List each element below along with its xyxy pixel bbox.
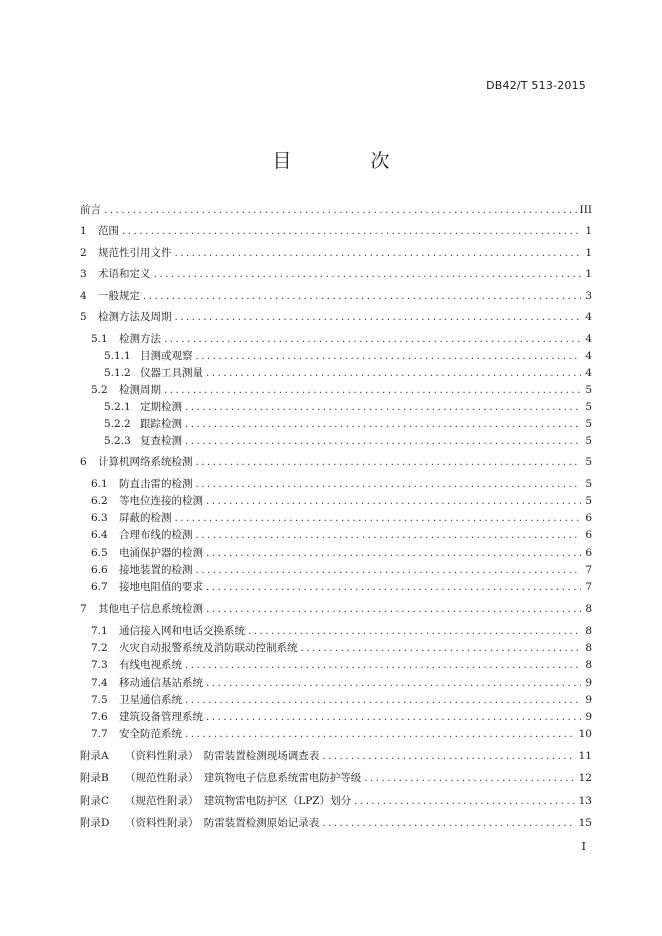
toc-entry-label: 范围	[98, 225, 119, 237]
dot-leader	[322, 749, 575, 763]
toc-entry-number: 附录A	[80, 750, 109, 762]
toc-entry-label: （规范性附录） 建筑物雷电防护区（LPZ）划分	[125, 795, 352, 807]
toc-entry-label: 定期检测	[140, 401, 182, 413]
toc-entry-number: 附录C	[80, 795, 110, 807]
toc-entry[interactable]	[91, 624, 592, 638]
toc-entry-label: 检测方法	[119, 333, 161, 345]
toc-entry-number: 7.4	[91, 677, 108, 689]
toc-entry-page: 5	[585, 495, 592, 507]
toc-entry-page: 4	[585, 333, 592, 345]
toc-entry[interactable]	[91, 693, 592, 707]
toc-entry[interactable]	[80, 771, 592, 785]
toc-entry[interactable]	[80, 224, 592, 238]
toc-entry-page: 4	[585, 350, 592, 362]
toc-entry[interactable]	[80, 749, 592, 763]
toc-entry[interactable]	[91, 332, 592, 346]
toc-entry[interactable]	[80, 816, 592, 830]
document-code: DB42/T 513-2015	[486, 79, 586, 92]
toc-entry-label: 通信接入网和电话交换系统	[119, 625, 245, 637]
toc-entry-label: 前言	[80, 204, 101, 216]
toc-entry-number: 5.2.3	[104, 435, 131, 447]
dot-leader	[364, 771, 575, 785]
dot-leader	[206, 710, 581, 724]
toc-entry-number: 6.7	[91, 581, 108, 593]
toc-entry[interactable]	[91, 383, 592, 397]
dot-leader	[175, 310, 582, 324]
dot-leader	[206, 676, 581, 690]
toc-entry[interactable]	[91, 546, 592, 560]
toc-entry-page: III	[579, 204, 592, 216]
toc-entry-label: 合理布线的检测	[119, 529, 193, 541]
toc-entry[interactable]	[91, 528, 592, 542]
toc-entry-number: 5.2	[91, 384, 108, 396]
dot-leader	[196, 528, 582, 542]
toc-entry-number: 6.2	[91, 495, 108, 507]
toc-entry-number: 6	[80, 456, 87, 468]
toc-entry[interactable]	[91, 580, 592, 594]
toc-entry-page: 1	[585, 247, 592, 259]
toc-entry-label: 其他电子信息系统检测	[98, 603, 203, 615]
toc-entry-number: 7.2	[91, 642, 108, 654]
dot-leader	[104, 203, 577, 217]
dot-leader	[322, 816, 575, 830]
toc-entry-label: （资料性附录） 防雷装置检测现场调查表	[125, 750, 320, 762]
toc-entry-number: 5.1.2	[104, 367, 131, 379]
toc-entry-number: 6.6	[91, 564, 108, 576]
toc-entry-page: 13	[578, 795, 592, 807]
toc-entry-label: 规范性引用文件	[98, 247, 172, 259]
toc-entry-page: 5	[585, 401, 592, 413]
toc-entry-page: 7	[585, 564, 592, 576]
toc-entry-page: 4	[585, 311, 592, 323]
toc-entry-label: 一般规定	[98, 290, 140, 302]
toc-entry-page: 12	[578, 772, 592, 784]
toc-entry-page: 6	[585, 512, 592, 524]
toc-entry-page: 8	[585, 659, 592, 671]
dot-leader	[354, 794, 576, 808]
dot-leader	[185, 417, 581, 431]
toc-entry-label: 卫星通信系统	[119, 694, 182, 706]
toc-entry-page: 8	[585, 625, 592, 637]
toc-entry-page: 5	[585, 456, 592, 468]
toc-entry-label: 火灾自动报警系统及消防联动控制系统	[119, 642, 298, 654]
toc-entry-number: 4	[80, 290, 87, 302]
toc-entry[interactable]	[80, 602, 592, 616]
toc-entry-page: 6	[585, 529, 592, 541]
toc-entry-page: 1	[585, 268, 592, 280]
dot-leader	[164, 383, 581, 397]
toc-entry-page: 9	[585, 677, 592, 689]
toc-entry-page: 1	[585, 225, 592, 237]
toc-entry[interactable]	[91, 477, 592, 491]
toc-entry-label: 术语和定义	[98, 268, 151, 280]
toc-entry-label: 跟踪检测	[140, 418, 182, 430]
toc-entry-page: 10	[578, 728, 592, 740]
dot-leader	[185, 434, 581, 448]
dot-leader	[196, 349, 582, 363]
toc-entry[interactable]	[80, 289, 592, 303]
toc-entry[interactable]	[104, 349, 592, 363]
toc-entry-label: 仪器工具测量	[140, 367, 203, 379]
toc-entry[interactable]	[104, 417, 592, 431]
toc-entry[interactable]	[80, 455, 592, 469]
toc-entry-page: 11	[578, 750, 592, 762]
toc-entry-page: 5	[585, 384, 592, 396]
toc-entry-number: 7.5	[91, 694, 108, 706]
toc-entry-number: 6.4	[91, 529, 108, 541]
toc-entry-number: 5.1	[91, 333, 108, 345]
toc-entry[interactable]	[91, 563, 592, 577]
toc-entry[interactable]	[91, 641, 592, 655]
toc-entry[interactable]	[91, 494, 592, 508]
toc-entry-label: 移动通信基站系统	[119, 677, 203, 689]
toc-entry-label: 建筑设备管理系统	[119, 711, 203, 723]
toc-entry-page: 8	[585, 642, 592, 654]
dot-leader	[206, 602, 581, 616]
toc-entry-label: 接地装置的检测	[119, 564, 193, 576]
toc-entry-number: 3	[80, 268, 87, 280]
toc-entry-number: 5.1.1	[104, 350, 131, 362]
toc-entry[interactable]	[104, 400, 592, 414]
toc-entry-page: 4	[585, 367, 592, 379]
toc-entry[interactable]	[80, 310, 592, 324]
dot-leader	[206, 580, 581, 594]
toc-entry-number: 5	[80, 311, 87, 323]
dot-leader	[175, 511, 582, 525]
dot-leader	[122, 224, 581, 238]
toc-entry-label: 有线电视系统	[119, 659, 182, 671]
toc-entry[interactable]	[91, 727, 592, 741]
toc-entry-label: 屏蔽的检测	[119, 512, 172, 524]
toc-entry[interactable]	[91, 676, 592, 690]
toc-entry[interactable]	[91, 658, 592, 672]
dot-leader	[248, 624, 581, 638]
toc-entry-page: 5	[585, 478, 592, 490]
dot-leader	[185, 400, 581, 414]
dot-leader	[196, 477, 582, 491]
toc-entry-number: 7.7	[91, 728, 108, 740]
toc-entry-page: 15	[578, 817, 592, 829]
toc-entry-page: 8	[585, 603, 592, 615]
dot-leader	[196, 455, 582, 469]
dot-leader	[301, 641, 582, 655]
dot-leader	[206, 494, 581, 508]
toc-entry[interactable]	[91, 710, 592, 724]
toc-entry-label: （规范性附录） 建筑物电子信息系统雷电防护等级	[125, 772, 362, 784]
toc-entry-number: 附录B	[80, 772, 109, 784]
toc-entry-number: 7	[80, 603, 87, 615]
toc-entry-page: 5	[585, 435, 592, 447]
page-number: I	[581, 840, 586, 853]
toc-entry[interactable]	[91, 511, 592, 525]
toc-entry-label: 目测或观察	[140, 350, 193, 362]
dot-leader	[175, 246, 582, 260]
toc-entry-label: 安全防范系统	[119, 728, 182, 740]
toc-entry-number: 2	[80, 247, 87, 259]
toc-entry[interactable]	[80, 246, 592, 260]
dot-leader	[154, 267, 582, 281]
toc-entry[interactable]	[80, 203, 592, 217]
toc-entry[interactable]	[104, 434, 592, 448]
dot-leader	[143, 289, 581, 303]
toc-entry-number: 5.2.1	[104, 401, 131, 413]
toc-entry-label: 复查检测	[140, 435, 182, 447]
dot-leader	[206, 366, 581, 380]
dot-leader	[185, 658, 581, 672]
toc-entry-number: 6.1	[91, 478, 108, 490]
page-title: 目 次	[272, 150, 420, 172]
toc-entry-number: 7.1	[91, 625, 108, 637]
dot-leader	[196, 563, 582, 577]
toc-entry-number: 7.6	[91, 711, 108, 723]
toc-entry[interactable]	[80, 794, 592, 808]
dot-leader	[164, 332, 581, 346]
toc-entry-number: 附录D	[80, 817, 110, 829]
toc-entry[interactable]	[104, 366, 592, 380]
dot-leader	[185, 693, 581, 707]
toc-entry-label: 电涌保护器的检测	[119, 547, 203, 559]
toc-entry-page: 7	[585, 581, 592, 593]
toc-entry-label: 接地电阻值的要求	[119, 581, 203, 593]
toc-entry-page: 5	[585, 418, 592, 430]
toc-entry-label: 检测周期	[119, 384, 161, 396]
toc-entry-page: 9	[585, 694, 592, 706]
toc-entry-page: 6	[585, 547, 592, 559]
toc-entry[interactable]	[80, 267, 592, 281]
toc-entry-label: 计算机网络系统检测	[98, 456, 193, 468]
dot-leader	[206, 546, 581, 560]
toc-entry-label: （资料性附录） 防雷装置检测原始记录表	[125, 817, 320, 829]
toc-entry-number: 5.2.2	[104, 418, 131, 430]
toc-entry-number: 6.5	[91, 547, 108, 559]
toc-entry-label: 防直击雷的检测	[119, 478, 193, 490]
toc-entry-number: 6.3	[91, 512, 108, 524]
toc-entry-page: 3	[585, 290, 592, 302]
toc-entry-number: 1	[80, 225, 87, 237]
toc-entry-label: 等电位连接的检测	[119, 495, 203, 507]
dot-leader	[185, 727, 576, 741]
toc-entry-number: 7.3	[91, 659, 108, 671]
toc-entry-page: 9	[585, 711, 592, 723]
toc-entry-label: 检测方法及周期	[98, 311, 172, 323]
